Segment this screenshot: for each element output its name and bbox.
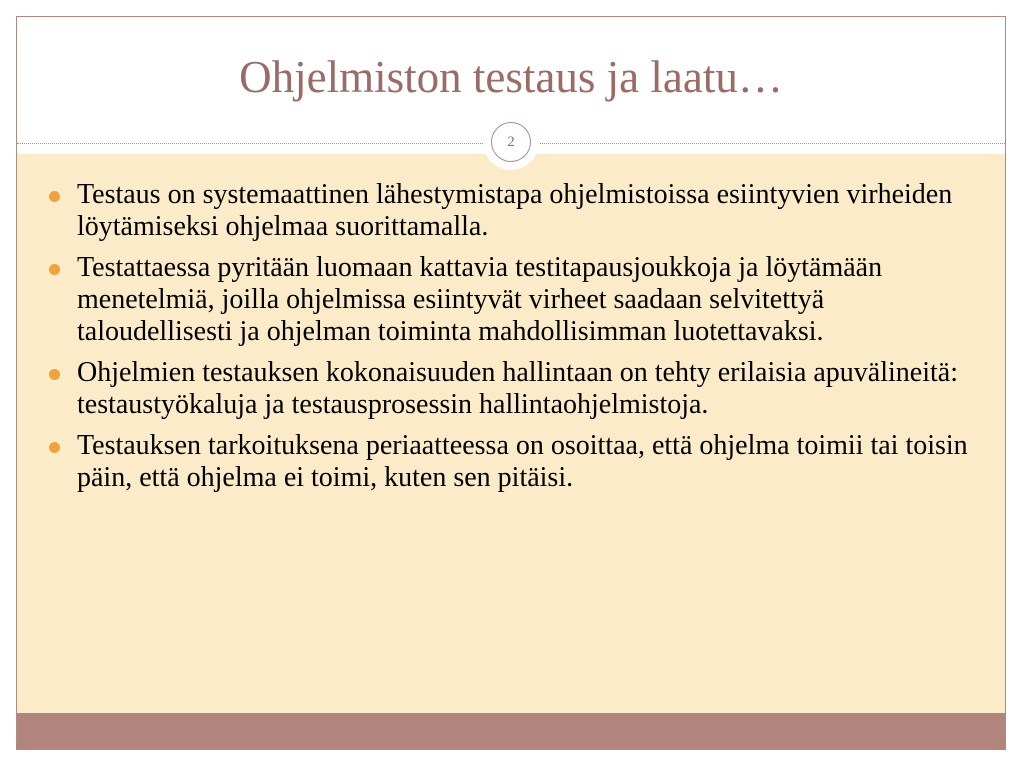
bullet-list: [17, 179, 1005, 503]
bullet-text: Testattaessa pyritään luomaan kattavia testitapausjoukkoja ja löytämään menetelmiä, joilla ohjelmissa esiintyvät virheet saadaan selvitettyä taloudellisesti ja ohjelman toiminta mahdollisimman luotettavaksi.: [77, 252, 883, 347]
bullet-text: Testauksen tarkoituksena periaatteessa on osoittaa, että ohjelma toimii tai toisin päin, että ohjelma ei toimi, kuten sen pitäisi.: [77, 430, 968, 493]
bullet-item: [17, 179, 1005, 243]
footer-band: [17, 713, 1005, 749]
bullet-item: [17, 430, 1005, 494]
bullet-text: Testaus on systemaattinen lähestymistapa ohjelmistoissa esiintyvien virheiden löytämiseksi ohjelmaa suorittamalla.: [77, 179, 953, 242]
bullet-dot-icon: [49, 369, 60, 380]
slide-title: Ohjelmiston testaus ja laatu…: [239, 52, 783, 102]
bullet-dot-icon: [49, 442, 60, 453]
bullet-dot-icon: [49, 191, 60, 202]
slide-number-badge: 2: [491, 122, 531, 162]
slide: [16, 16, 1006, 750]
bullet-item: [17, 252, 1005, 348]
bullet-text: Ohjelmien testauksen kokonaisuuden hallintaan on tehty erilaisia apuvälineitä: testaustyökaluja ja testausprosessin hallintaohjelmistoja.: [77, 357, 958, 420]
bullet-item: [17, 357, 1005, 421]
bullet-dot-icon: [49, 264, 60, 275]
